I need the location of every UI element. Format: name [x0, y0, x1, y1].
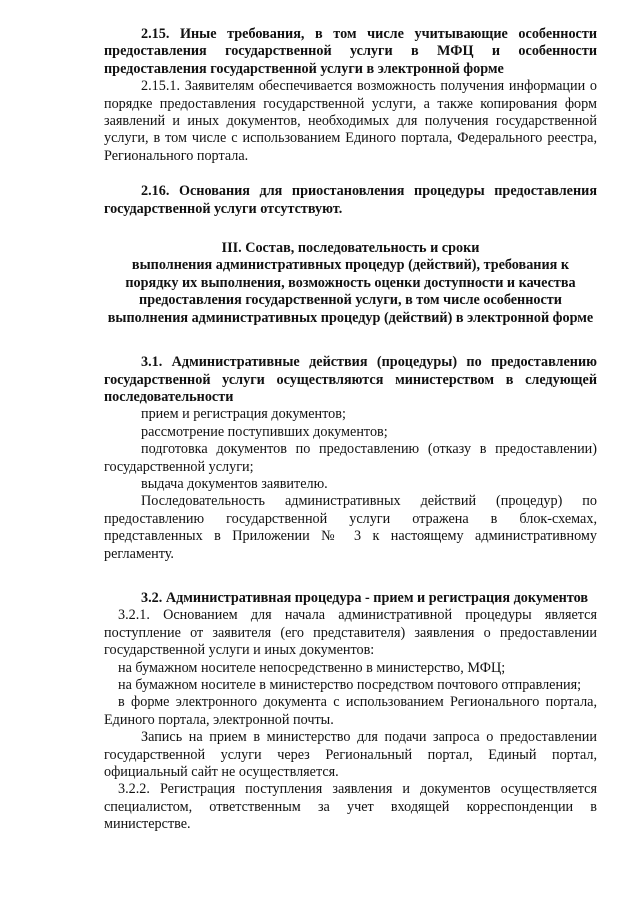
list-item: на бумажном носителе непосредственно в министерство, МФЦ; [118, 659, 506, 676]
chapter-3-title: III. Состав, последовательность и сроки [221, 240, 480, 257]
list-item: выдача документов заявителю. [141, 475, 328, 492]
section-2-16-heading: 2.16. Основания для приостановления процедуры предоставления государственной услуги отсутствуют. [104, 183, 597, 217]
paragraph-appointment: Запись на прием в министерство для подачи запроса о предоставлении государственной услуги через Региональный портал, Единый портал, официальный сайт не осуществляется. [104, 729, 597, 781]
list-item: рассмотрение поступивших документов; [141, 423, 388, 440]
section-3-1-heading: 3.1. Административные действия (процедуры) по предоставлению государственной услуги осуществляются министерством в следующей последовательности [104, 354, 597, 405]
paragraph-3-1-sequence: Последовательность административных действий (процедур) по предоставлению государственной услуги отражена в блок-схемах, представленных в Приложении № 3 к настоящему административному регламенту. [104, 493, 597, 562]
paragraph-2-15-1: 2.15.1. Заявителям обеспечивается возможность получения информации о порядке предоставления государственной услуги, а также копирования форм заявлений и иных документов, необходимых для получения государственной услуги, в том числе с использованием Единого портала, Федерального реестра, Регионального портала. [104, 78, 597, 164]
paragraph-3-2-1: 3.2.1. Основанием для начала административной процедуры является поступление от заявителя (его представителя) заявления о предоставлении государственной услуги и иных документов: [104, 607, 597, 659]
list-item: в форме электронного документа с использованием Регионального портала, Единого портала, электронной почты. [104, 694, 597, 728]
section-2-15-heading: 2.15. Иные требования, в том числе учитывающие особенности предоставления государственной услуги в МФЦ и особенности предоставления государственной услуги в электронной форме [104, 26, 597, 77]
list-item: подготовка документов по предоставлению (отказу в предоставлении) государственной услуги; [104, 441, 597, 475]
section-3-2-heading: 3.2. Административная процедура - прием и регистрация документов [141, 589, 589, 606]
paragraph-3-2-2: 3.2.2. Регистрация поступления заявления и документов осуществляется специалистом, ответственным за учет входящей корреспонденции в министерстве. [104, 781, 597, 833]
chapter-3-subtitle: выполнения административных процедур (действий), требования к порядку их выполнения, возможность оценки доступности и качества предоставления государственной услуги, в том числе особенности выполнения административных процедур (действий) в электронной форме [107, 257, 594, 326]
list-item: на бумажном носителе в министерство посредством почтового отправления; [118, 677, 582, 693]
list-item: прием и регистрация документов; [141, 406, 346, 423]
